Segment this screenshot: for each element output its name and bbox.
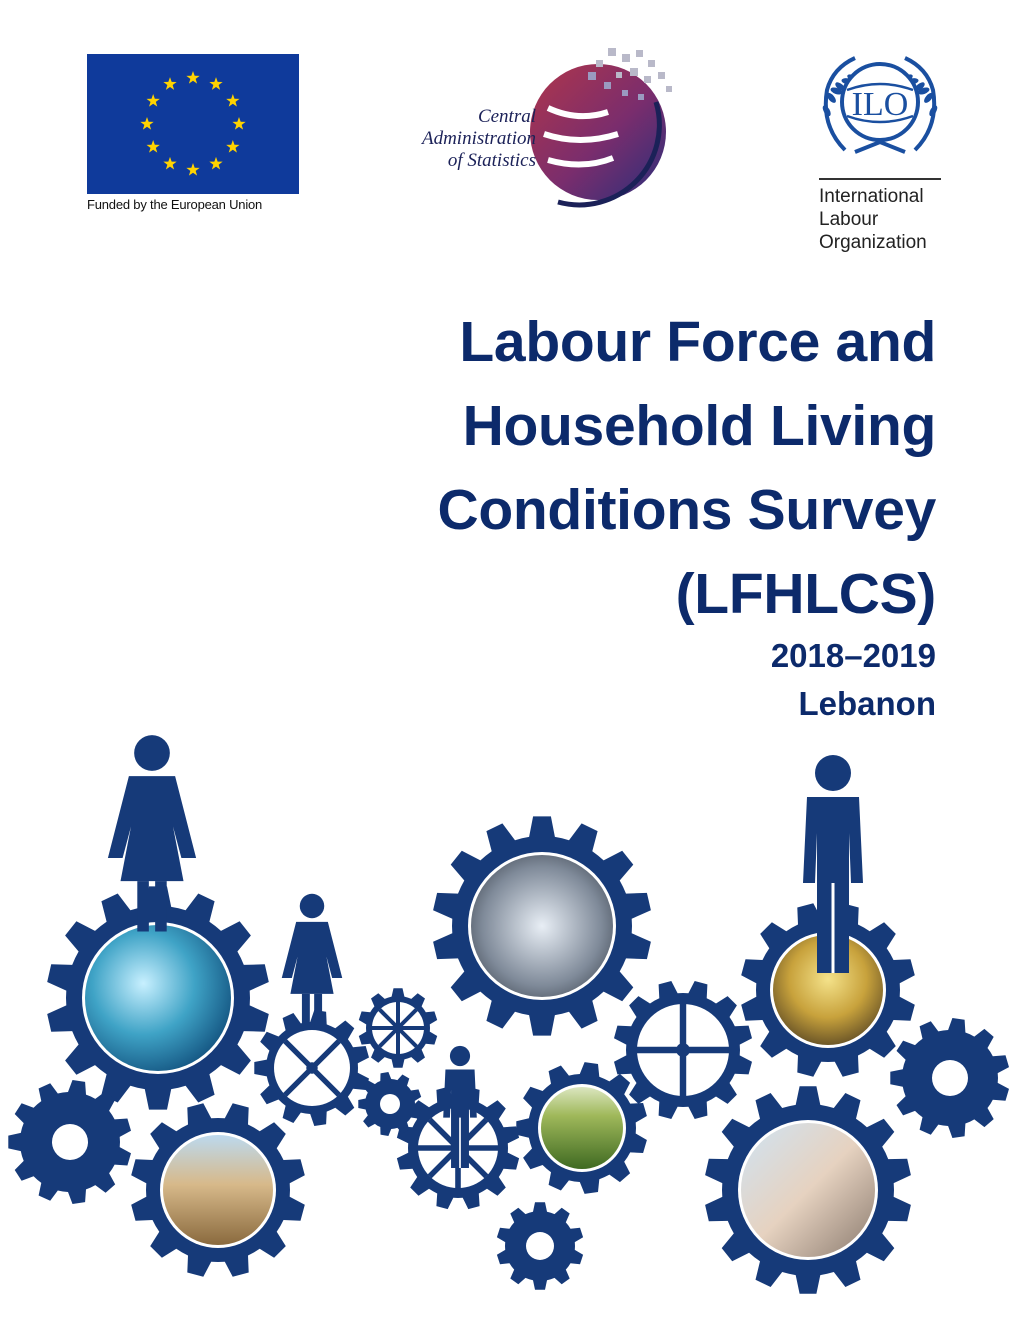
ilo-name-line-2: Labour xyxy=(819,209,879,230)
eu-funding-caption: Funded by the European Union xyxy=(87,197,263,212)
ilo-name-line-1: International xyxy=(819,186,924,207)
spoked-gear-1 xyxy=(254,1010,369,1126)
report-years: 2018–2019 xyxy=(770,637,936,674)
tiny-gear xyxy=(358,1072,421,1136)
report-country: Lebanon xyxy=(798,685,936,722)
cas-logo xyxy=(408,42,688,220)
machinery-gear xyxy=(433,816,651,1035)
ilo-name-line-3: Organization xyxy=(819,232,927,253)
eu-flag-logo xyxy=(87,54,299,194)
woman-figure-small xyxy=(282,894,342,1029)
report-title xyxy=(438,300,936,636)
ilo-emblem-text: ILO xyxy=(851,86,909,123)
spoked-gear-2 xyxy=(359,988,437,1067)
cas-text-line-3: of Statistics xyxy=(447,150,536,171)
spoked-gear-4 xyxy=(614,981,752,1119)
small-gear-right xyxy=(890,1018,1009,1138)
title-line-3: Conditions Survey xyxy=(437,478,936,542)
construction-gear xyxy=(705,1086,911,1293)
ilo-name-block xyxy=(819,185,927,254)
cas-text-line-2: Administration xyxy=(421,128,536,149)
title-line-4: (LFHLCS) xyxy=(675,562,936,626)
small-gear-left xyxy=(8,1080,131,1204)
report-subtitle xyxy=(771,632,936,728)
heritage-temple-gear xyxy=(131,1103,305,1277)
title-line-2: Household Living xyxy=(462,394,936,458)
gears-and-people-illustration xyxy=(0,728,1024,1318)
small-gear-bottom xyxy=(497,1202,583,1289)
ilo-divider xyxy=(819,178,941,180)
title-line-1: Labour Force and xyxy=(459,310,936,374)
farm-field-gear xyxy=(516,1062,647,1194)
cas-text-line-1: Central xyxy=(477,106,536,127)
ilo-emblem-logo xyxy=(815,50,945,162)
